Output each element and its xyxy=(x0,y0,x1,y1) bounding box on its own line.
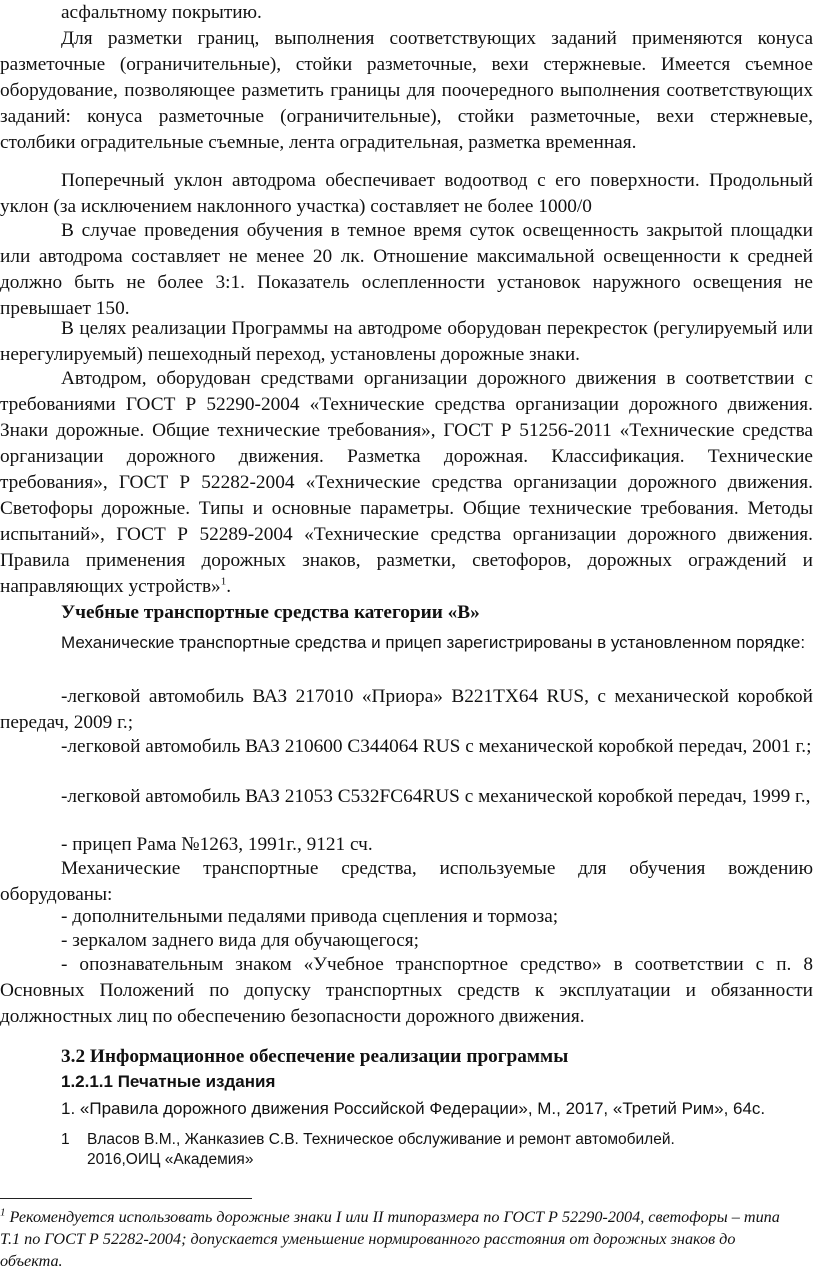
section-heading-vehicles: Учебные транспортные средства категории «В» xyxy=(61,602,480,623)
paragraph-text: Механические транспортные средства, используемые для обучения вождению оборудованы: xyxy=(0,858,813,905)
paragraph-marking xyxy=(0,26,813,156)
paragraph-text: асфальтному покрытию. xyxy=(61,2,262,23)
section-heading-info: 3.2 Информационное обеспечение реализации программы xyxy=(61,1046,569,1067)
paragraph-text: Автодром, оборудован средствами организации дорожного движения в соответствии с требованиями ГОСТ Р 52290-2004 «Технические средства организации дорожного движения. Знаки дорожные. Общие технические требования», ГОСТ Р 51256-2011 «Технические средства организации дорожного движения. Разметка дорожная. Классификация. Технические требования», ГОСТ Р 52282-2004 «Технические средства организации дорожного движения. Светофоры дорожные. Типы и основные параметры. Общие технические требования. Методы испытаний», ГОСТ Р 52289-2004 «Технические средства организации дорожного движения. Правила применения дорожных знаков, разметки, светофоров, дорожных ограждений и направляющих устройств» xyxy=(0,368,813,597)
paragraph-end: . xyxy=(226,576,232,597)
reference-item-1 xyxy=(61,1098,813,1120)
paragraph-standards xyxy=(0,366,813,600)
vehicle-item-1 xyxy=(0,684,813,736)
paragraph-text: Поперечный уклон автодрома обеспечивает водоотвод с его поверхности. Продольный уклон (за исключением наклонного участка) составляет не более 100 xyxy=(0,170,813,217)
subsection-heading-print: 1.2.1.1 Печатные издания xyxy=(61,1072,276,1091)
footnote-reference[interactable]: 1 xyxy=(220,575,227,588)
percent-fraction: 0/0 xyxy=(567,196,592,217)
footnote xyxy=(0,1206,800,1272)
vehicle-item-2 xyxy=(0,734,813,760)
footnote-text: Рекомендуется использовать дорожные знаки I или II типоразмера по ГОСТ Р 52290-2004, светофоры – типа Т.1 по ГОСТ Р 52282-2004; допускается уменьшение нормированного расстояния от дорожных знаков до объекта. xyxy=(0,1208,780,1270)
footnote-mark: 1 xyxy=(0,1206,6,1219)
reference-line: Власов В.М., Жанказиев С.В. Техническое обслуживание и ремонт автомобилей. xyxy=(87,1131,675,1148)
reference-text: 1. «Правила дорожного движения Российской Федерации», М., 2017, «Третий Рим», 64с. xyxy=(61,1099,766,1118)
paragraph-surface xyxy=(61,0,813,26)
list-item-text: - прицеп Рама №1263, 1991г., 9121 сч. xyxy=(61,834,373,855)
vehicle-item-3 xyxy=(0,784,813,810)
paragraph-vehicles-intro xyxy=(0,629,813,656)
list-item-text: - дополнительными педалями привода сцепления и тормоза; xyxy=(61,906,559,927)
reference-line: 2016,ОИЦ «Академия» xyxy=(87,1151,254,1168)
paragraph-equipment-intro xyxy=(0,856,813,908)
list-item-text: -легковой автомобиль ВАЗ 217010 «Приора» В221ТХ64 RUS, с механической коробкой передач, 2009 г.; xyxy=(0,686,813,733)
paragraph-text: В случае проведения обучения в темное время суток освещенность закрытой площадки или автодрома составляет не менее 20 лк. Отношение максимальной освещенности к средней должно быть не более 3:1. Показатель ослепленности установок наружного освещения не превышает 150. xyxy=(0,220,813,319)
paragraph-text: Для разметки границ, выполнения соответствующих заданий применяются конуса разметочные (ограничительные), стойки разметочные, вехи стержневые. Имеется съемное оборудование, позволяющее разметить границы для поочередного выполнения соответствующих заданий: конуса разметочные (ограничительные), стойки разметочные, вехи стержневые, столбики оградительные съемные, лента оградительная, разметка временная. xyxy=(0,28,813,153)
paragraph-text: В целях реализации Программы на автодроме оборудован перекресток (регулируемый или нерегулируемый) пешеходный переход, установлены дорожные знаки. xyxy=(0,318,813,365)
vehicle-item-4 xyxy=(0,832,813,858)
paragraph-slope xyxy=(0,168,813,220)
equipment-item-3 xyxy=(0,952,813,1030)
paragraph-crossroad xyxy=(0,316,813,368)
paragraph-text: Механические транспортные средства и прицеп зарегистрированы в установленном порядке: xyxy=(61,633,806,652)
list-item-text: - опознавательным знаком «Учебное транспортное средство» в соответствии с п. 8 Основных Положений по допуску транспортных средств к эксплуатации и обязанности должностных лиц по обеспечению безопасности дорожного движения. xyxy=(0,954,813,1027)
paragraph-lighting xyxy=(0,218,813,322)
equipment-item-1 xyxy=(0,904,813,930)
list-item-text: -легковой автомобиль ВАЗ 21053 С532FC64RUS с механической коробкой передач, 1999 г., xyxy=(61,786,811,807)
reference-item-2-number: 1 xyxy=(61,1131,70,1148)
footnote-divider xyxy=(0,1198,252,1199)
list-item-text: - зеркалом заднего вида для обучающегося; xyxy=(61,930,420,951)
reference-item-2 xyxy=(87,1130,807,1170)
equipment-item-2 xyxy=(0,928,813,954)
list-item-text: -легковой автомобиль ВАЗ 210600 С344064 RUS с механической коробкой передач, 2001 г.; xyxy=(61,736,812,757)
